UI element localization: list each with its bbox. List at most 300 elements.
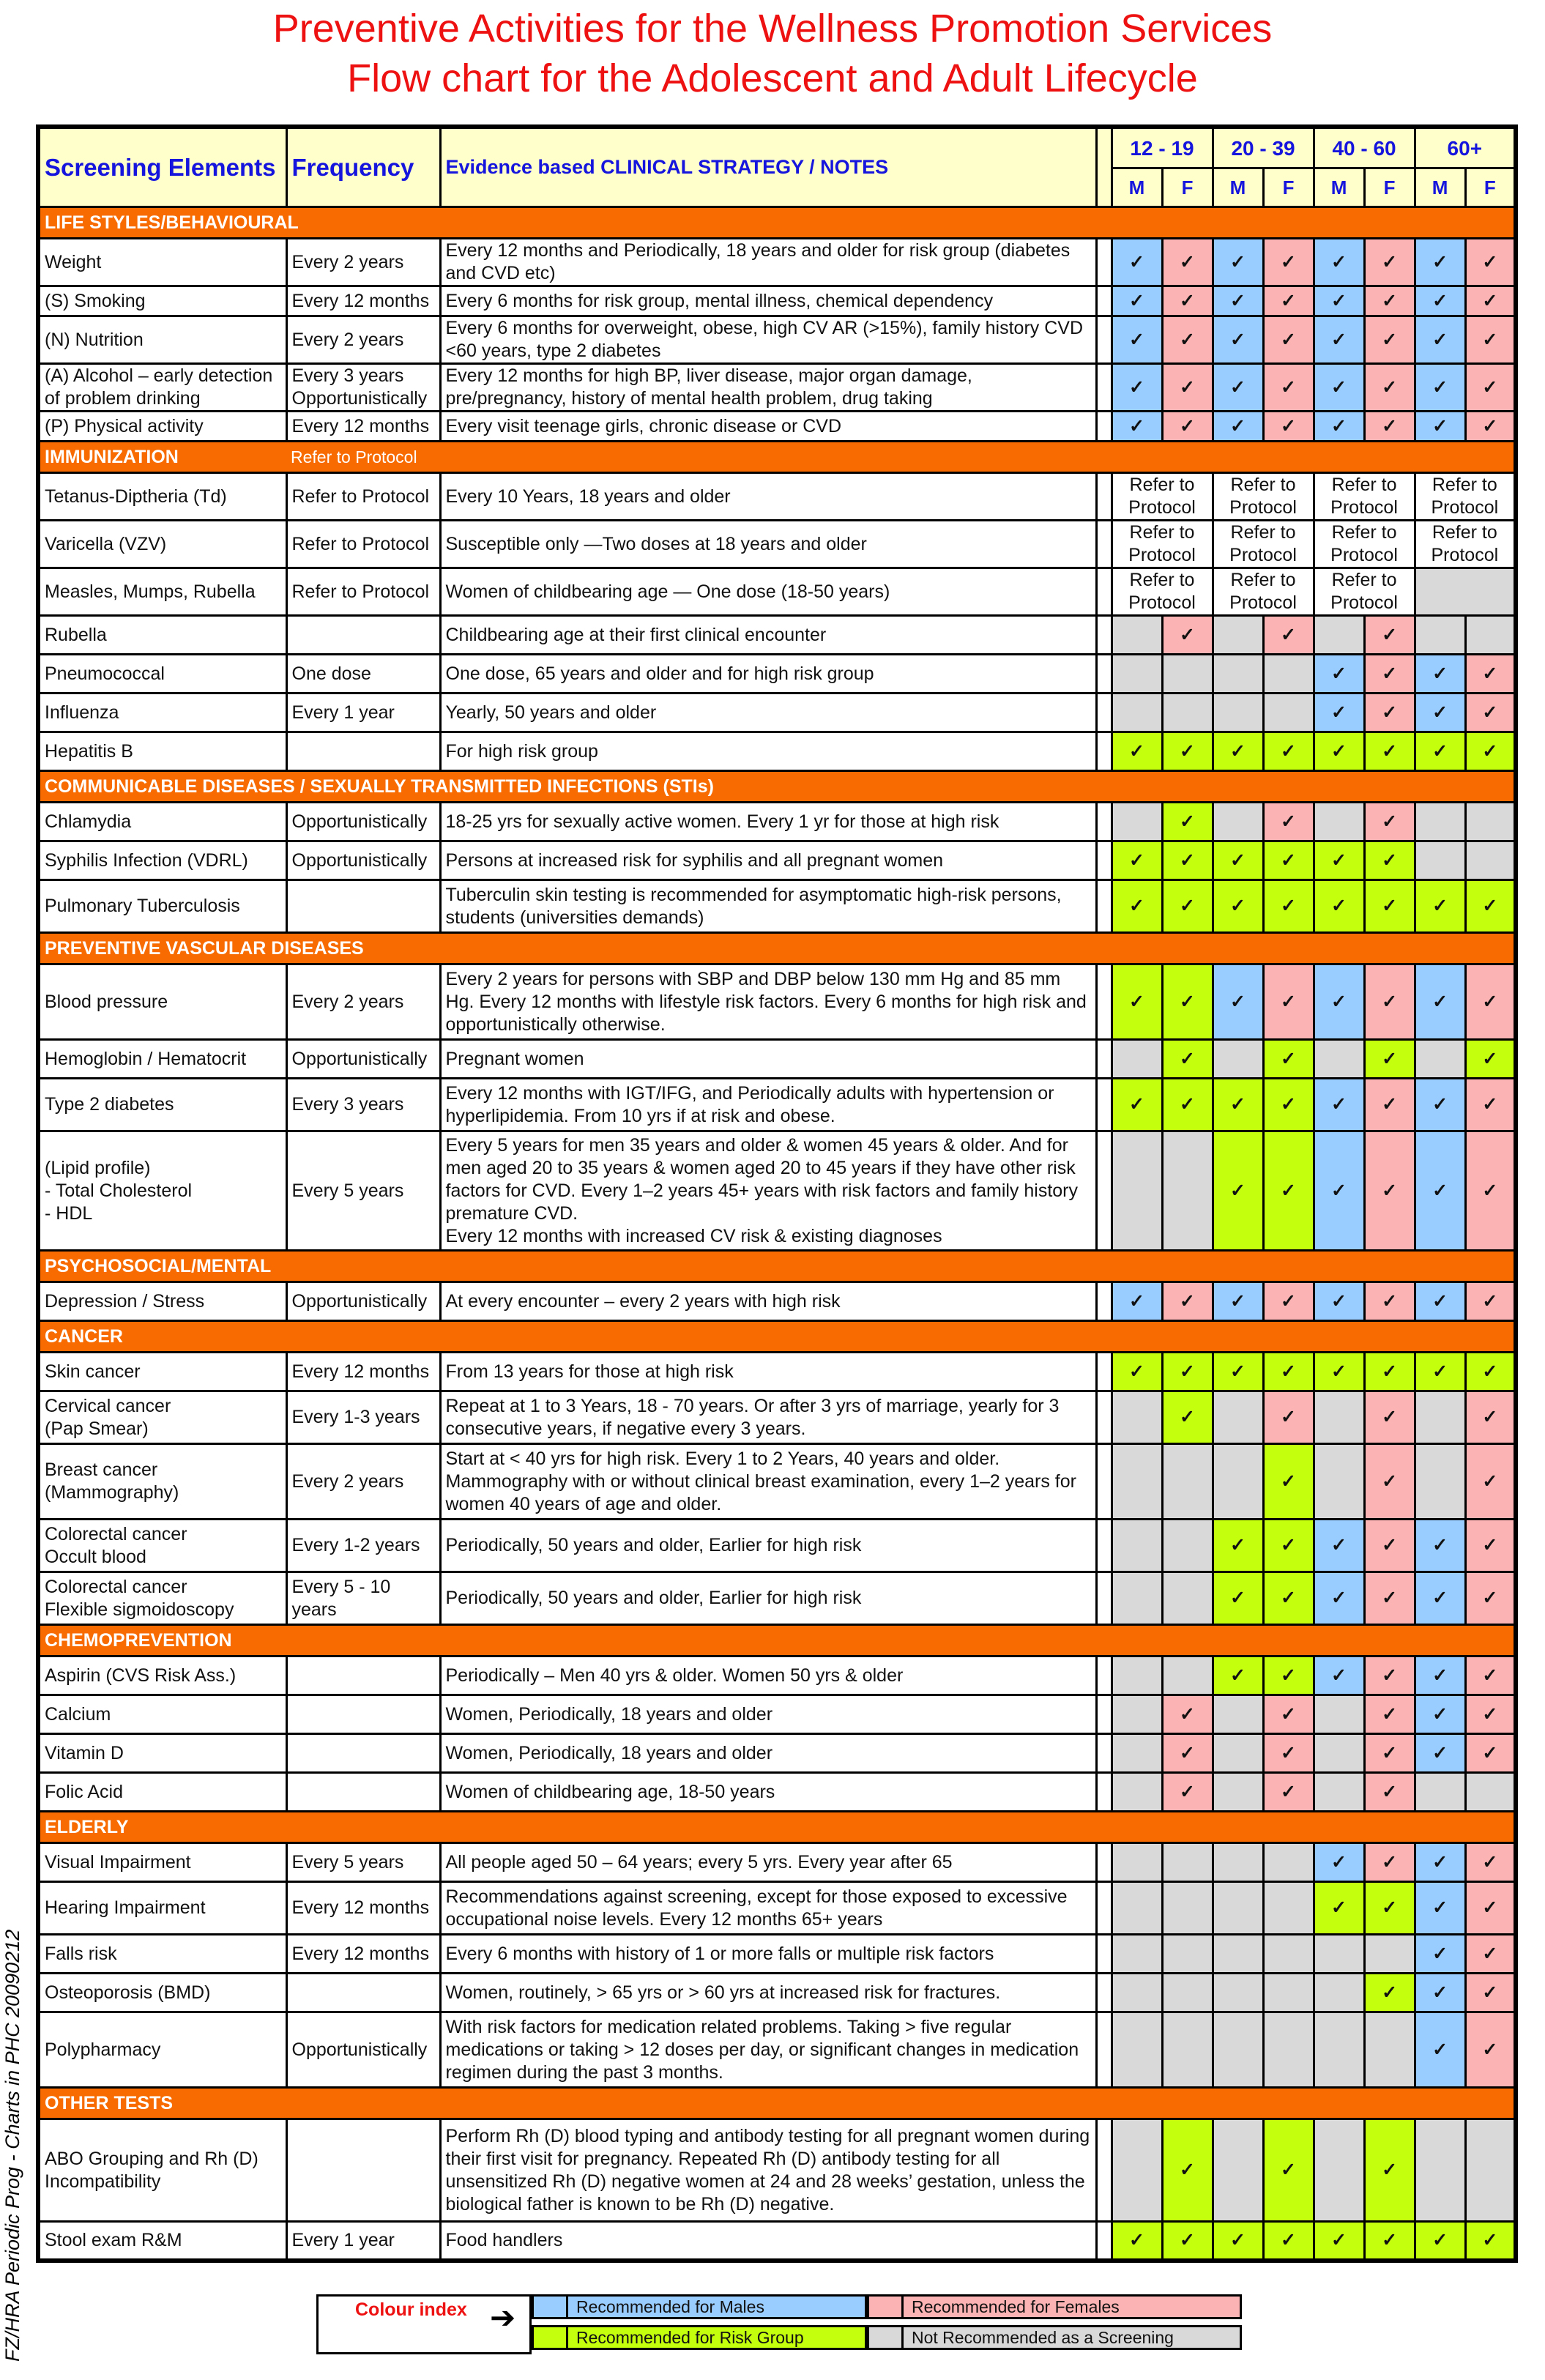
check-icon: ✓ bbox=[1382, 849, 1398, 871]
status-cell-males bbox=[1415, 364, 1465, 412]
status-cell-risk-group bbox=[1213, 1520, 1263, 1572]
status-cell-females bbox=[1364, 412, 1415, 442]
table-row bbox=[38, 1656, 1516, 1695]
spacer bbox=[1096, 412, 1112, 442]
status-cell-not-recommended bbox=[1465, 2119, 1516, 2222]
status-cell-females bbox=[1465, 1935, 1516, 1974]
frequency: Every 5 - 10 years bbox=[286, 1572, 440, 1625]
status-cell-females bbox=[1364, 1734, 1415, 1773]
check-icon: ✓ bbox=[1432, 1094, 1448, 1115]
check-icon: ✓ bbox=[1382, 991, 1398, 1012]
check-icon: ✓ bbox=[1432, 663, 1448, 684]
check-icon: ✓ bbox=[1382, 2160, 1398, 2180]
status-cell-not-recommended bbox=[1112, 1734, 1162, 1773]
status-cell-females bbox=[1364, 693, 1415, 732]
status-cell-not-recommended bbox=[1162, 1444, 1213, 1520]
check-icon: ✓ bbox=[1180, 811, 1195, 832]
clinical-notes: Every 10 Years, 18 years and older bbox=[440, 473, 1096, 521]
status-cell-females bbox=[1465, 1572, 1516, 1625]
check-icon: ✓ bbox=[1382, 1180, 1398, 1201]
check-icon: ✓ bbox=[1230, 896, 1246, 916]
status-cell-not-recommended bbox=[1213, 2119, 1263, 2222]
legend-item-males bbox=[532, 2294, 867, 2319]
check-icon: ✓ bbox=[1331, 1094, 1347, 1115]
status-cell-risk-group bbox=[1314, 732, 1364, 771]
status-cell-risk-group bbox=[1162, 2222, 1213, 2261]
table-row bbox=[38, 1079, 1516, 1131]
table-row bbox=[38, 803, 1516, 841]
status-cell-not-recommended bbox=[1263, 1882, 1314, 1935]
status-cell-not-recommended bbox=[1162, 1935, 1213, 1974]
status-cell-females bbox=[1263, 412, 1314, 442]
status-cell-males bbox=[1415, 316, 1465, 364]
status-cell-not-recommended bbox=[1213, 1843, 1263, 1882]
status-cell-females bbox=[1162, 1734, 1213, 1773]
table-row bbox=[38, 2012, 1516, 2088]
check-icon: ✓ bbox=[1382, 1094, 1398, 1115]
header-sex: M bbox=[1314, 168, 1364, 207]
spacer bbox=[1096, 841, 1112, 880]
check-icon: ✓ bbox=[1432, 1180, 1448, 1201]
status-cell-not-recommended bbox=[1314, 1974, 1364, 2012]
status-cell-females bbox=[1263, 364, 1314, 412]
status-cell-females bbox=[1364, 1695, 1415, 1734]
spacer bbox=[1096, 2222, 1112, 2261]
clinical-notes: Start at < 40 yrs for high risk. Every 1 to 2 Years, 40 years and older. Mammography with or without clinical breast examination, every 1–2 years for women 40 years of age and older. bbox=[440, 1444, 1096, 1520]
status-cell-not-recommended bbox=[1162, 1882, 1213, 1935]
check-icon: ✓ bbox=[1281, 290, 1296, 311]
legend-swatch bbox=[534, 2297, 568, 2317]
table-row bbox=[38, 412, 1516, 442]
screening-element: Blood pressure bbox=[38, 964, 286, 1040]
status-cell-males bbox=[1314, 239, 1364, 286]
clinical-notes: Food handlers bbox=[440, 2222, 1096, 2261]
check-icon: ✓ bbox=[1482, 1535, 1498, 1555]
status-cell-risk-group bbox=[1465, 880, 1516, 933]
status-cell-females bbox=[1364, 1656, 1415, 1695]
check-icon: ✓ bbox=[1281, 1180, 1296, 1201]
check-icon: ✓ bbox=[1382, 811, 1398, 832]
header-sex: F bbox=[1162, 168, 1213, 207]
status-cell-females bbox=[1465, 2012, 1516, 2088]
title-line-1: Preventive Activities for the Wellness Promotion Services bbox=[272, 7, 1273, 51]
check-icon: ✓ bbox=[1432, 2039, 1448, 2060]
refer-to-protocol: Refer to Protocol bbox=[1314, 521, 1415, 568]
status-cell-not-recommended bbox=[1112, 1656, 1162, 1695]
check-icon: ✓ bbox=[1482, 896, 1498, 916]
check-icon: ✓ bbox=[1482, 290, 1498, 311]
check-icon: ✓ bbox=[1331, 1180, 1347, 1201]
table-row bbox=[38, 286, 1516, 316]
status-cell-not-recommended bbox=[1415, 1444, 1465, 1520]
section-header bbox=[38, 771, 1516, 803]
screening-element: Skin cancer bbox=[38, 1353, 286, 1391]
status-cell-females bbox=[1465, 964, 1516, 1040]
status-cell-risk-group bbox=[1112, 1353, 1162, 1391]
spacer bbox=[1096, 1079, 1112, 1131]
check-icon: ✓ bbox=[1432, 329, 1448, 350]
status-cell-females bbox=[1364, 655, 1415, 693]
spacer bbox=[1096, 1935, 1112, 1974]
spacer bbox=[1096, 2012, 1112, 2088]
status-cell-risk-group bbox=[1415, 732, 1465, 771]
status-cell-not-recommended bbox=[1263, 655, 1314, 693]
clinical-notes: All people aged 50 – 64 years; every 5 yrs. Every year after 65 bbox=[440, 1843, 1096, 1882]
clinical-notes: Every 5 years for men 35 years and older & women 45 years & older. And for men aged 20 to 35 years & women aged 20 to 45 years if they have other risk factors for CVD. Every 1–2 years 45+ years with risk factors and family history premature CVD. Every 12 months with increased CV risk & existing diagnoses bbox=[440, 1131, 1096, 1251]
status-cell-not-recommended bbox=[1263, 1974, 1314, 2012]
spacer bbox=[1096, 316, 1112, 364]
clinical-notes: Recommendations against screening, except for those exposed to excessive occupational noise levels. Every 12 months 65+ years bbox=[440, 1882, 1096, 1935]
status-cell-females bbox=[1263, 1734, 1314, 1773]
check-icon: ✓ bbox=[1331, 1897, 1347, 1918]
section-title: ELDERLY bbox=[38, 1812, 1516, 1843]
status-cell-risk-group bbox=[1112, 732, 1162, 771]
check-icon: ✓ bbox=[1432, 1897, 1448, 1918]
check-icon: ✓ bbox=[1281, 811, 1296, 832]
clinical-notes: Susceptible only —Two doses at 18 years and older bbox=[440, 521, 1096, 568]
legend-label: Recommended for Males bbox=[576, 2297, 764, 2316]
status-cell-not-recommended bbox=[1112, 693, 1162, 732]
status-cell-males bbox=[1314, 693, 1364, 732]
check-icon: ✓ bbox=[1382, 415, 1398, 436]
status-cell-females bbox=[1162, 316, 1213, 364]
status-cell-risk-group bbox=[1213, 880, 1263, 933]
frequency: Every 2 years bbox=[286, 239, 440, 286]
clinical-notes: Every 6 months for overweight, obese, high CV AR (>15%), family history CVD <60 years, type 2 diabetes bbox=[440, 316, 1096, 364]
screening-element: Folic Acid bbox=[38, 1773, 286, 1812]
screening-element: Calcium bbox=[38, 1695, 286, 1734]
check-icon: ✓ bbox=[1180, 740, 1195, 762]
check-icon: ✓ bbox=[1382, 1703, 1398, 1725]
spacer bbox=[1096, 2119, 1112, 2222]
status-cell-females bbox=[1465, 1882, 1516, 1935]
header-sex: M bbox=[1415, 168, 1465, 207]
spacer bbox=[1096, 1520, 1112, 1572]
check-icon: ✓ bbox=[1281, 849, 1296, 871]
section-title: OTHER TESTS bbox=[38, 2088, 1516, 2119]
status-cell-risk-group bbox=[1263, 1444, 1314, 1520]
screening-element: Cervical cancer (Pap Smear) bbox=[38, 1391, 286, 1444]
colour-index-box bbox=[316, 2294, 532, 2354]
check-icon: ✓ bbox=[1382, 1290, 1398, 1312]
status-cell-risk-group bbox=[1364, 732, 1415, 771]
section-header bbox=[38, 933, 1516, 964]
check-icon: ✓ bbox=[1382, 1361, 1398, 1382]
status-cell-risk-group bbox=[1364, 1353, 1415, 1391]
check-icon: ✓ bbox=[1180, 1407, 1195, 1427]
check-icon: ✓ bbox=[1331, 2229, 1347, 2250]
refer-to-protocol: Refer to Protocol bbox=[1314, 473, 1415, 521]
status-cell-risk-group bbox=[1112, 841, 1162, 880]
status-cell-risk-group bbox=[1364, 841, 1415, 880]
section-title: CHEMOPREVENTION bbox=[38, 1625, 1516, 1656]
status-cell-males bbox=[1314, 1656, 1364, 1695]
table-row bbox=[38, 1520, 1516, 1572]
status-cell-not-recommended bbox=[1213, 1040, 1263, 1079]
status-cell-females bbox=[1162, 616, 1213, 655]
status-cell-females bbox=[1364, 286, 1415, 316]
clinical-notes: 18-25 yrs for sexually active women. Every 1 yr for those at high risk bbox=[440, 803, 1096, 841]
check-icon: ✓ bbox=[1281, 896, 1296, 916]
status-cell-females bbox=[1465, 364, 1516, 412]
spacer bbox=[1096, 1695, 1112, 1734]
status-cell-males bbox=[1415, 1520, 1465, 1572]
check-icon: ✓ bbox=[1432, 1588, 1448, 1608]
check-icon: ✓ bbox=[1482, 2039, 1498, 2060]
check-icon: ✓ bbox=[1432, 1742, 1448, 1763]
check-icon: ✓ bbox=[1382, 1781, 1398, 1802]
header-age-group: 60+ bbox=[1415, 127, 1516, 168]
status-cell-females bbox=[1364, 1444, 1415, 1520]
status-cell-females bbox=[1465, 1444, 1516, 1520]
frequency: Opportunistically bbox=[286, 2012, 440, 2088]
check-icon: ✓ bbox=[1382, 1897, 1398, 1918]
check-icon: ✓ bbox=[1281, 991, 1296, 1012]
status-cell-not-recommended bbox=[1162, 1131, 1213, 1251]
clinical-notes: Every 12 months and Periodically, 18 years and older for risk group (diabetes and CVD etc) bbox=[440, 239, 1096, 286]
refer-to-protocol: Refer to Protocol bbox=[1213, 521, 1314, 568]
screening-element: Breast cancer (Mammography) bbox=[38, 1444, 286, 1520]
status-cell-males bbox=[1314, 364, 1364, 412]
table-row bbox=[38, 1391, 1516, 1444]
status-cell-risk-group bbox=[1162, 732, 1213, 771]
status-cell-not-recommended bbox=[1213, 1391, 1263, 1444]
check-icon: ✓ bbox=[1331, 991, 1347, 1012]
status-cell-not-recommended bbox=[1364, 2012, 1415, 2088]
refer-to-protocol: Refer to Protocol bbox=[1213, 473, 1314, 521]
status-cell-not-recommended bbox=[1263, 2012, 1314, 2088]
legend-item-females bbox=[867, 2294, 1242, 2319]
spacer bbox=[1096, 239, 1112, 286]
clinical-notes: For high risk group bbox=[440, 732, 1096, 771]
status-cell-males bbox=[1415, 1843, 1465, 1882]
check-icon: ✓ bbox=[1482, 1048, 1498, 1069]
spacer bbox=[1096, 1391, 1112, 1444]
check-icon: ✓ bbox=[1382, 1048, 1398, 1069]
check-icon: ✓ bbox=[1129, 849, 1144, 871]
status-cell-not-recommended bbox=[1364, 1935, 1415, 1974]
status-cell-females bbox=[1263, 286, 1314, 316]
table-row bbox=[38, 316, 1516, 364]
status-cell-risk-group bbox=[1415, 880, 1465, 933]
frequency bbox=[286, 1734, 440, 1773]
status-cell-females bbox=[1364, 964, 1415, 1040]
clinical-notes: Women, Periodically, 18 years and older bbox=[440, 1734, 1096, 1773]
check-icon: ✓ bbox=[1382, 290, 1398, 311]
table-row bbox=[38, 1444, 1516, 1520]
clinical-notes: Periodically, 50 years and older, Earlier for high risk bbox=[440, 1520, 1096, 1572]
table-row bbox=[38, 1773, 1516, 1812]
clinical-notes: Women of childbearing age — One dose (18-50 years) bbox=[440, 568, 1096, 616]
check-icon: ✓ bbox=[1180, 2160, 1195, 2180]
check-icon: ✓ bbox=[1281, 2229, 1296, 2250]
check-icon: ✓ bbox=[1482, 1361, 1498, 1382]
check-icon: ✓ bbox=[1331, 1588, 1347, 1608]
check-icon: ✓ bbox=[1382, 1535, 1398, 1555]
check-icon: ✓ bbox=[1382, 2229, 1398, 2250]
check-icon: ✓ bbox=[1129, 896, 1144, 916]
legend-swatch bbox=[534, 2327, 568, 2348]
check-icon: ✓ bbox=[1230, 376, 1246, 398]
status-cell-risk-group bbox=[1263, 1572, 1314, 1625]
header-sex: M bbox=[1112, 168, 1162, 207]
clinical-notes: One dose, 65 years and older and for high risk group bbox=[440, 655, 1096, 693]
status-cell-males bbox=[1213, 964, 1263, 1040]
check-icon: ✓ bbox=[1432, 415, 1448, 436]
status-cell-males bbox=[1415, 239, 1465, 286]
status-cell-risk-group bbox=[1263, 1040, 1314, 1079]
check-icon: ✓ bbox=[1382, 1851, 1398, 1873]
status-cell-females bbox=[1364, 803, 1415, 841]
status-cell-risk-group bbox=[1465, 732, 1516, 771]
section-title: CANCER bbox=[38, 1321, 1516, 1353]
status-cell-not-recommended bbox=[1415, 803, 1465, 841]
frequency: Refer to Protocol bbox=[286, 473, 440, 521]
status-cell-not-recommended bbox=[1162, 655, 1213, 693]
status-cell-females bbox=[1465, 316, 1516, 364]
check-icon: ✓ bbox=[1180, 329, 1195, 350]
status-cell-females bbox=[1465, 1843, 1516, 1882]
check-icon: ✓ bbox=[1230, 849, 1246, 871]
status-cell-males bbox=[1415, 1282, 1465, 1321]
spacer bbox=[1096, 473, 1112, 521]
status-cell-females bbox=[1465, 1695, 1516, 1734]
check-icon: ✓ bbox=[1382, 329, 1398, 350]
check-icon: ✓ bbox=[1331, 1535, 1347, 1555]
not-recommended-cell bbox=[1415, 568, 1516, 616]
table-row bbox=[38, 1695, 1516, 1734]
refer-to-protocol: Refer to Protocol bbox=[1112, 473, 1213, 521]
status-cell-risk-group bbox=[1364, 2222, 1415, 2261]
screening-element: Vitamin D bbox=[38, 1734, 286, 1773]
frequency bbox=[286, 1974, 440, 2012]
table-row bbox=[38, 880, 1516, 933]
status-cell-not-recommended bbox=[1112, 2012, 1162, 2088]
status-cell-males bbox=[1415, 1935, 1465, 1974]
check-icon: ✓ bbox=[1331, 663, 1347, 684]
status-cell-males bbox=[1213, 1282, 1263, 1321]
check-icon: ✓ bbox=[1129, 376, 1144, 398]
status-cell-not-recommended bbox=[1162, 1572, 1213, 1625]
clinical-notes: Repeat at 1 to 3 Years, 18 - 70 years. Or after 3 yrs of marriage, yearly for 3 consecutive years, if negative every 3 years. bbox=[440, 1391, 1096, 1444]
status-cell-risk-group bbox=[1263, 841, 1314, 880]
legend-label: Not Recommended as a Screening bbox=[912, 2328, 1174, 2347]
status-cell-not-recommended bbox=[1415, 616, 1465, 655]
frequency bbox=[286, 1656, 440, 1695]
clinical-notes: Every 12 months with IGT/IFG, and Periodically adults with hypertension or hyperlipidemia. From 10 yrs if at risk and obese. bbox=[440, 1079, 1096, 1131]
check-icon: ✓ bbox=[1180, 849, 1195, 871]
check-icon: ✓ bbox=[1230, 290, 1246, 311]
check-icon: ✓ bbox=[1432, 1982, 1448, 2003]
status-cell-not-recommended bbox=[1213, 1773, 1263, 1812]
header-spacer bbox=[1096, 127, 1112, 207]
check-icon: ✓ bbox=[1382, 1742, 1398, 1763]
header-screening-elements: Screening Elements bbox=[38, 127, 286, 207]
status-cell-risk-group bbox=[1364, 1974, 1415, 2012]
status-cell-females bbox=[1263, 1695, 1314, 1734]
status-cell-not-recommended bbox=[1162, 2012, 1213, 2088]
clinical-notes: Pregnant women bbox=[440, 1040, 1096, 1079]
table-row bbox=[38, 1131, 1516, 1251]
status-cell-males bbox=[1112, 1282, 1162, 1321]
frequency: Every 12 months bbox=[286, 1353, 440, 1391]
screening-table bbox=[36, 124, 1518, 2263]
check-icon: ✓ bbox=[1281, 1470, 1296, 1492]
status-cell-not-recommended bbox=[1314, 616, 1364, 655]
table-row bbox=[38, 616, 1516, 655]
status-cell-males bbox=[1314, 1282, 1364, 1321]
status-cell-females bbox=[1465, 1974, 1516, 2012]
check-icon: ✓ bbox=[1482, 415, 1498, 436]
status-cell-risk-group bbox=[1364, 1882, 1415, 1935]
status-cell-not-recommended bbox=[1213, 616, 1263, 655]
screening-element: Syphilis Infection (VDRL) bbox=[38, 841, 286, 880]
frequency: Every 1 year bbox=[286, 2222, 440, 2261]
status-cell-females bbox=[1263, 803, 1314, 841]
refer-to-protocol: Refer to Protocol bbox=[1415, 521, 1516, 568]
screening-element: Falls risk bbox=[38, 1935, 286, 1974]
check-icon: ✓ bbox=[1432, 1665, 1448, 1686]
table-row bbox=[38, 1843, 1516, 1882]
table-row bbox=[38, 1974, 1516, 2012]
status-cell-not-recommended bbox=[1112, 1391, 1162, 1444]
status-cell-females bbox=[1263, 1282, 1314, 1321]
check-icon: ✓ bbox=[1482, 1665, 1498, 1686]
status-cell-not-recommended bbox=[1314, 1773, 1364, 1812]
clinical-notes: Yearly, 50 years and older bbox=[440, 693, 1096, 732]
status-cell-females bbox=[1465, 1391, 1516, 1444]
status-cell-not-recommended bbox=[1213, 1935, 1263, 1974]
check-icon: ✓ bbox=[1129, 329, 1144, 350]
status-cell-not-recommended bbox=[1162, 1656, 1213, 1695]
status-cell-males bbox=[1415, 1734, 1465, 1773]
check-icon: ✓ bbox=[1180, 624, 1195, 645]
status-cell-females bbox=[1162, 1773, 1213, 1812]
status-cell-risk-group bbox=[1162, 803, 1213, 841]
check-icon: ✓ bbox=[1281, 1361, 1296, 1382]
spacer bbox=[1096, 693, 1112, 732]
check-icon: ✓ bbox=[1482, 1897, 1498, 1918]
status-cell-not-recommended bbox=[1112, 1843, 1162, 1882]
check-icon: ✓ bbox=[1432, 1361, 1448, 1382]
status-cell-risk-group bbox=[1213, 1656, 1263, 1695]
check-icon: ✓ bbox=[1180, 1781, 1195, 1802]
clinical-notes: Tuberculin skin testing is recommended for asymptomatic high-risk persons, students (universities demands) bbox=[440, 880, 1096, 933]
check-icon: ✓ bbox=[1129, 740, 1144, 762]
spacer bbox=[1096, 568, 1112, 616]
status-cell-males bbox=[1415, 412, 1465, 442]
status-cell-not-recommended bbox=[1112, 2119, 1162, 2222]
check-icon: ✓ bbox=[1230, 1535, 1246, 1555]
status-cell-males bbox=[1213, 412, 1263, 442]
table-row bbox=[38, 732, 1516, 771]
status-cell-males bbox=[1314, 1131, 1364, 1251]
check-icon: ✓ bbox=[1482, 1290, 1498, 1312]
status-cell-not-recommended bbox=[1263, 1935, 1314, 1974]
clinical-notes: Every 12 months for high BP, liver disease, major organ damage, pre/pregnancy, history of mental health problem, drug taking bbox=[440, 364, 1096, 412]
status-cell-not-recommended bbox=[1415, 841, 1465, 880]
status-cell-risk-group bbox=[1213, 1131, 1263, 1251]
spacer bbox=[1096, 732, 1112, 771]
header-age-group: 20 - 39 bbox=[1213, 127, 1314, 168]
check-icon: ✓ bbox=[1382, 663, 1398, 684]
check-icon: ✓ bbox=[1331, 329, 1347, 350]
legend-label: Recommended for Risk Group bbox=[576, 2328, 804, 2347]
check-icon: ✓ bbox=[1180, 2229, 1195, 2250]
check-icon: ✓ bbox=[1180, 1742, 1195, 1763]
check-icon: ✓ bbox=[1432, 1851, 1448, 1873]
screening-element: Tetanus-Diptheria (Td) bbox=[38, 473, 286, 521]
